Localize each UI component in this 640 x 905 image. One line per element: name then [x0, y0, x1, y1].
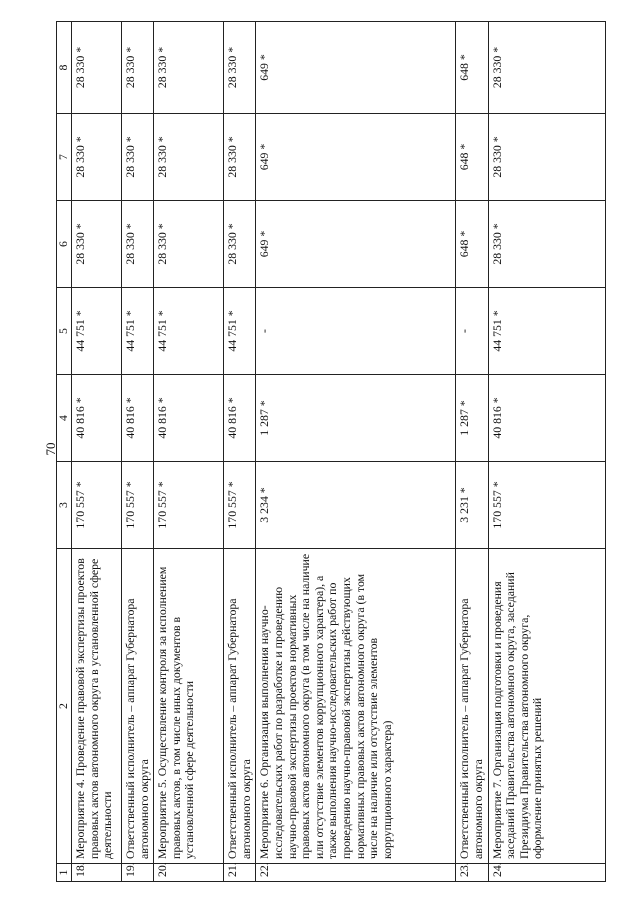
- row-description: Ответственный исполнитель – аппарат Губернатора автономного округа: [122, 549, 154, 864]
- column-header: 2: [57, 549, 72, 864]
- column-header: 5: [57, 288, 72, 375]
- value-cell: 44 751 *: [154, 288, 224, 375]
- value-cell: 170 557 *: [488, 462, 605, 549]
- value-cell: 28 330 *: [488, 22, 605, 114]
- page-number: 70: [43, 442, 58, 456]
- value-cell: 1 287 *: [456, 375, 488, 462]
- value-cell: 170 557 *: [154, 462, 224, 549]
- table-row: [72, 22, 122, 882]
- column-header: 1: [57, 864, 72, 882]
- row-number: 22.: [256, 864, 456, 882]
- value-cell: 40 816 *: [122, 375, 154, 462]
- column-header: 3: [57, 462, 72, 549]
- value-cell: 649 *: [256, 114, 456, 201]
- column-header: 8: [57, 22, 72, 114]
- value-cell: -: [456, 288, 488, 375]
- value-cell: 28 330 *: [72, 201, 122, 288]
- value-cell: 28 330 *: [224, 22, 256, 114]
- value-cell: -: [256, 288, 456, 375]
- value-cell: 3 234 *: [256, 462, 456, 549]
- value-cell: 648 *: [456, 22, 488, 114]
- value-cell: 28 330 *: [72, 22, 122, 114]
- header-row: [57, 22, 72, 882]
- row-description: Мероприятие 4. Проведение правовой экспертизы проектов правовых актов автономного округа в установленной сфере деятельности: [72, 549, 122, 864]
- value-cell: 28 330 *: [154, 114, 224, 201]
- row-description: Ответственный исполнитель – аппарат Губернатора автономного округа: [456, 549, 488, 864]
- row-number: 21.: [224, 864, 256, 882]
- row-number: 20.: [154, 864, 224, 882]
- value-cell: 1 287 *: [256, 375, 456, 462]
- table-row: [256, 22, 456, 882]
- row-description: Мероприятие 5. Осуществление контроля за исполнением правовых актов, в том числе иных документов в установленной сфере деятельности: [154, 549, 224, 864]
- value-cell: 40 816 *: [154, 375, 224, 462]
- value-cell: 28 330 *: [122, 114, 154, 201]
- budget-table: [56, 21, 606, 882]
- table-row: [122, 22, 154, 882]
- value-cell: 40 816 *: [224, 375, 256, 462]
- column-header: 6: [57, 201, 72, 288]
- column-header: 4: [57, 375, 72, 462]
- value-cell: 28 330 *: [154, 22, 224, 114]
- value-cell: 28 330 *: [488, 114, 605, 201]
- value-cell: 28 330 *: [154, 201, 224, 288]
- column-header: 7: [57, 114, 72, 201]
- value-cell: 28 330 *: [122, 22, 154, 114]
- value-cell: 44 751 *: [122, 288, 154, 375]
- value-cell: 44 751 *: [72, 288, 122, 375]
- value-cell: 40 816 *: [72, 375, 122, 462]
- value-cell: 44 751 *: [224, 288, 256, 375]
- row-number: 18.: [72, 864, 122, 882]
- value-cell: 28 330 *: [488, 201, 605, 288]
- value-cell: 170 557 *: [72, 462, 122, 549]
- table-row: [224, 22, 256, 882]
- value-cell: 28 330 *: [224, 201, 256, 288]
- row-number: 23.: [456, 864, 488, 882]
- value-cell: 40 816 *: [488, 375, 605, 462]
- value-cell: 649 *: [256, 201, 456, 288]
- value-cell: 648 *: [456, 201, 488, 288]
- value-cell: 170 557 *: [224, 462, 256, 549]
- value-cell: 28 330 *: [224, 114, 256, 201]
- row-description: Ответственный исполнитель – аппарат Губернатора автономного округа: [224, 549, 256, 864]
- value-cell: 3 231 *: [456, 462, 488, 549]
- row-description: Мероприятие 6. Организация выполнения научно-исследовательских работ по разработке и проведению научно-правовой экспертизы проектов нормативных правовых актов автономного округа (в том числе на наличие или отсутствие элементов коррупционного характера), а также выполнения научно-исследовательских работ по проведению научно-правовой экспертизы действующих нормативных правовых актов автономного округа (в том числе на наличие или отсутствие элементов коррупционного характера): [256, 549, 456, 864]
- value-cell: 44 751 *: [488, 288, 605, 375]
- table-row: [456, 22, 488, 882]
- row-number: 19.: [122, 864, 154, 882]
- value-cell: 648 *: [456, 114, 488, 201]
- table-row: [154, 22, 224, 882]
- row-description: Мероприятие 7. Организация подготовки и проведения заседаний Правительства автономного округа, заседаний Президиума Правительства автономного округа, оформление принятых решений: [488, 549, 605, 864]
- row-number: 24.: [488, 864, 605, 882]
- value-cell: 28 330 *: [72, 114, 122, 201]
- value-cell: 170 557 *: [122, 462, 154, 549]
- rotated-table-container: [56, 32, 606, 882]
- table-row: [488, 22, 605, 882]
- value-cell: 649 *: [256, 22, 456, 114]
- value-cell: 28 330 *: [122, 201, 154, 288]
